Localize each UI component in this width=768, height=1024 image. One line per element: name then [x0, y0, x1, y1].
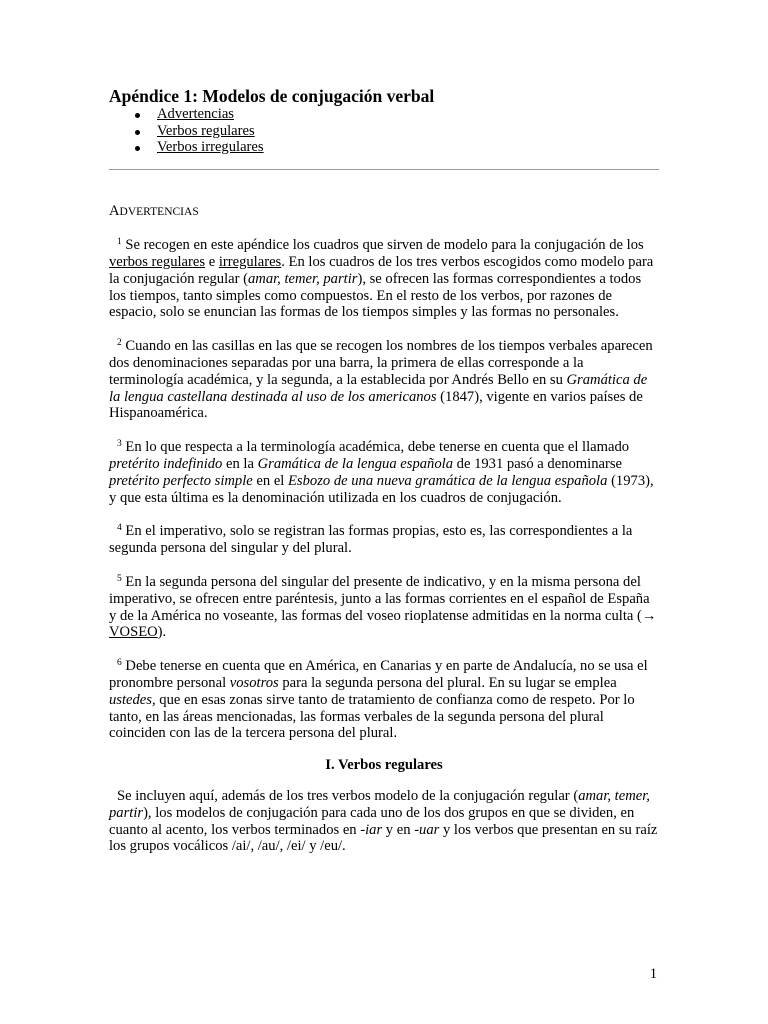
note-number: 5	[117, 574, 122, 585]
note-italic: pretérito indefinido	[109, 456, 223, 473]
note-number: 2	[117, 338, 122, 349]
note-italic: Gramática de la lengua castellana destinada al uso de los americanos	[109, 371, 648, 405]
toc-link-advertencias[interactable]: Advertencias	[157, 106, 234, 122]
note-text: En el imperativo, solo se registran las formas propias, esto es, las correspondientes a la segunda persona del singular y del plural.	[109, 523, 633, 557]
note-italic: ustedes,	[109, 691, 156, 708]
heading-initial: A	[109, 202, 120, 219]
intro-text: y en	[382, 821, 415, 838]
toc-item-verbos-irregulares	[109, 139, 659, 156]
note-5	[109, 574, 659, 641]
note-number: 6	[117, 658, 122, 669]
note-italic: Gramática de la lengua española	[257, 456, 453, 473]
intro-paragraph	[109, 788, 659, 855]
note-text: en la	[222, 456, 258, 473]
horizontal-divider	[109, 169, 659, 170]
page-content	[109, 86, 659, 855]
note-text: para la segunda persona del plural. En su lugar se emplea	[278, 675, 617, 692]
note-number: 4	[117, 523, 122, 534]
note-3	[109, 439, 659, 506]
note-text: (1847), vigente en varios países de Hispanoamérica.	[109, 388, 643, 422]
intro-italic: amar, temer, partir	[109, 788, 650, 821]
note-6	[109, 658, 659, 742]
note-text: en el	[252, 472, 289, 489]
note-text: (1973), y que esta última es la denominación utilizada en los cuadros de conjugación.	[109, 472, 654, 506]
note-text: de 1931 pasó a denominarse	[453, 456, 622, 473]
note-italic: pretérito perfecto simple	[109, 472, 253, 489]
link-verbos-regulares[interactable]: verbos regulares	[109, 254, 206, 271]
toc-link-verbos-irregulares[interactable]: Verbos irregulares	[157, 139, 264, 155]
toc-link-verbos-regulares[interactable]: Verbos regulares	[157, 122, 255, 139]
note-italic: vosotros	[229, 675, 279, 692]
note-2	[109, 338, 659, 422]
note-italic: amar, temer, partir	[247, 270, 358, 287]
note-text: Se recogen en este apéndice los cuadros que sirven de modelo para la conjugación de los	[125, 237, 644, 254]
note-text: Debe tenerse en cuenta que en América, en Canarias y en parte de Andalucía, no se usa el pronombre personal	[109, 658, 648, 692]
section-title-verbos-regulares: I. Verbos regulares	[325, 757, 443, 774]
page-number: 1	[649, 966, 657, 982]
note-italic: Esbozo de una nueva gramática de la lengua española	[288, 472, 608, 489]
note-number: 1	[117, 237, 122, 248]
note-text: En lo que respecta a la terminología académica, debe tenerse en cuenta que el llamado	[125, 439, 630, 456]
note-text: Cuando en las casillas en las que se recogen los nombres de los tiempos verbales aparecen dos denominaciones separadas por una barra, la primera de ellas corresponde a la terminología académica, y la segunda, a la establecida por Andrés Bello en su	[109, 338, 653, 388]
note-text: En la segunda persona del singular del presente de indicativo, y en la misma persona del imperativo, se ofrecen entre paréntesis, junto a las formas corrientes en el español de España y de la América no voseante, las formas del voseo rioplatense admitidas en la norma culta (→	[109, 574, 657, 624]
heading-rest: DVERTENCIAS	[119, 205, 199, 218]
intro-text: ), los modelos de conjugación para cada uno de los dos grupos en que se dividen, en cuanto al acento, los verbos terminados en	[109, 804, 635, 838]
page-title: Apéndice 1: Modelos de conjugación verbal	[109, 86, 435, 106]
note-text: e	[205, 254, 219, 271]
link-voseo[interactable]: VOSEO	[109, 624, 158, 641]
intro-italic: -uar	[414, 821, 440, 838]
toc-item-advertencias	[109, 106, 659, 123]
section-heading-advertencias	[109, 203, 659, 221]
intro-text: y los verbos que presentan en su raíz los grupos vocálicos /ai/, /au/, /ei/ y /eu/.	[109, 821, 658, 855]
note-number: 3	[117, 439, 122, 450]
toc-item-verbos-regulares	[109, 123, 659, 140]
link-irregulares[interactable]: irregulares	[218, 254, 282, 271]
table-of-contents	[109, 106, 659, 156]
note-text: que en esas zonas sirve tanto de tratamiento de confianza como de respeto. Por lo tanto, en las áreas mencionadas, las formas verbales de la segunda persona del plural coinciden con las de la tercera persona del plural.	[109, 691, 635, 742]
note-1	[109, 237, 659, 321]
intro-italic: -iar	[360, 821, 383, 838]
intro-text: Se incluyen aquí, además de los tres verbos modelo de la conjugación regular (	[117, 788, 579, 805]
note-text: . En los cuadros de los tres verbos escogidos como modelo para la conjugación regular (	[109, 254, 654, 287]
note-text: ).	[157, 624, 167, 641]
note-text: ), se ofrecen las formas correspondientes a todos los tiempos, tanto simples como compuestos. En el resto de los verbos, por razones de espacio, solo se enuncian las formas de los tiempos simples y las formas no personales.	[109, 270, 642, 321]
note-4	[109, 523, 659, 557]
